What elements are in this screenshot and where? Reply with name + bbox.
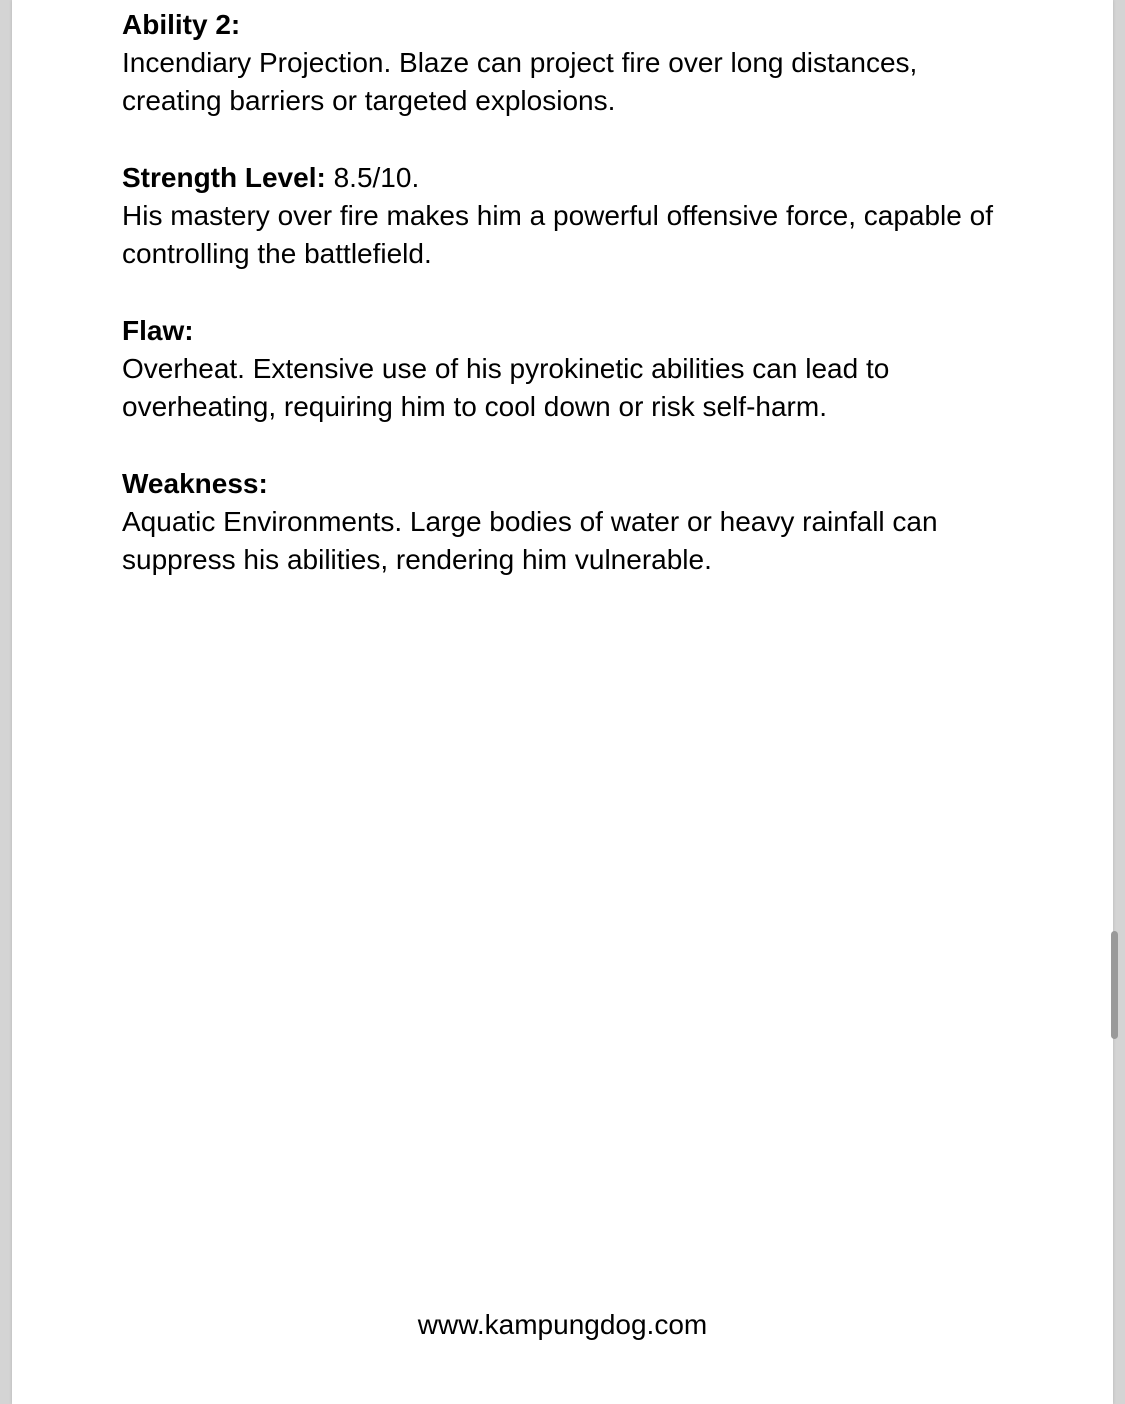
section-text: Incendiary Projection. Blaze can project fire over long distances, creating barriers or targeted explosions. [122, 47, 918, 116]
section-text: His mastery over fire makes him a powerful offensive force, capable of controlling the battlefield. [122, 200, 993, 269]
section-heading: Weakness: [122, 468, 268, 499]
document-page [12, 0, 1113, 1404]
scrollbar-thumb[interactable] [1111, 931, 1118, 1039]
section-ability-2 [122, 6, 1022, 120]
section-flaw [122, 312, 1022, 426]
section-heading: Flaw: [122, 315, 194, 346]
vertical-scrollbar[interactable] [1109, 0, 1119, 1404]
section-heading: Strength Level: [122, 162, 326, 193]
strength-level-value: 8.5/10. [325, 162, 420, 193]
section-heading-line [122, 159, 1022, 197]
section-heading-line [122, 312, 1022, 350]
section-heading-line [122, 6, 1022, 44]
section-strength-level [122, 159, 1022, 273]
section-text: Overheat. Extensive use of his pyrokinetic abilities can lead to overheating, requiring him to cool down or risk self-harm. [122, 353, 890, 422]
section-weakness [122, 465, 1022, 579]
section-text: Aquatic Environments. Large bodies of water or heavy rainfall can suppress his abilities, rendering him vulnerable. [122, 506, 938, 575]
section-heading-line [122, 465, 1022, 503]
section-heading: Ability 2: [122, 9, 241, 40]
page-content [122, 6, 1022, 618]
footer-url[interactable]: www.kampungdog.com [417, 1309, 708, 1340]
